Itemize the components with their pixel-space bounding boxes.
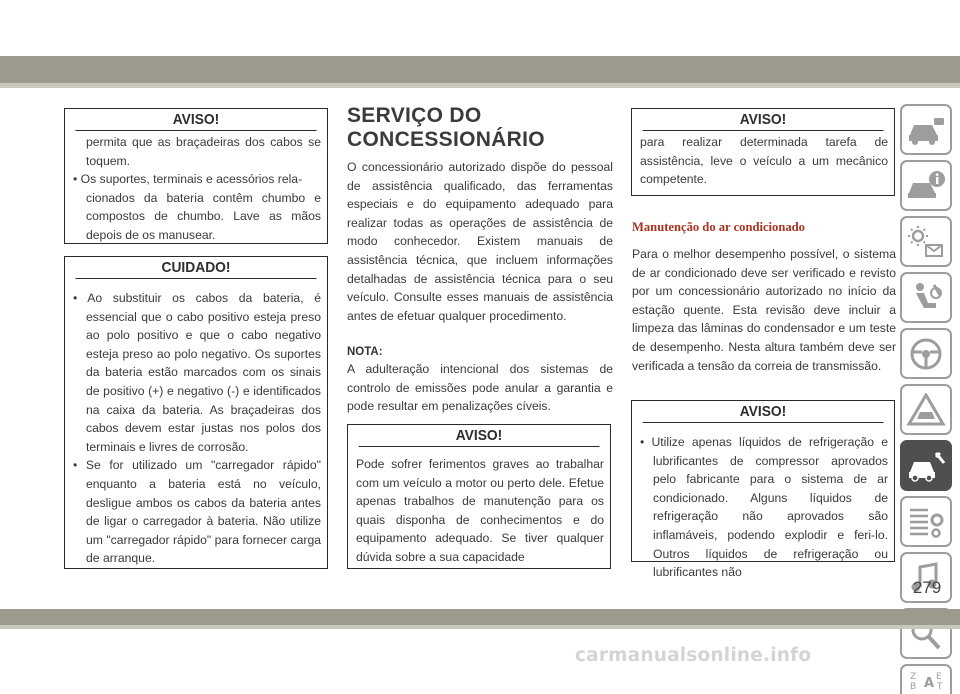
watermark: carmanualsonline.info <box>575 645 812 666</box>
heading-line-2: CONCESSIONÁRIO <box>347 128 545 151</box>
aviso-box-col1 <box>64 108 328 244</box>
aviso-title: AVISO! <box>642 401 883 423</box>
car-service-icon <box>906 449 946 483</box>
aviso-bullet: • Utilize apenas líquidos de refrigeração e lubrificantes de compressor aprovados pelo fabricante para o sistema de ar condicionado. Alguns líquidos de refrigeração não aprovados são inflamáveis, podendo explodir e feri-lo. Outros líquidos de refrigeração ou lubrificantes não <box>640 435 888 580</box>
aviso-title: AVISO! <box>358 425 599 447</box>
warning-lights-icon <box>906 225 946 259</box>
car-camera-icon <box>906 113 946 147</box>
dealer-paragraph: O concessionário autorizado dispõe do pessoal de assistência qualificado, das ferramentas especiais e do equipamento adequado para realizar todas as operações de assistência de modo conhecedor. Existem manuais de assistência técnica, que incluem informações detalhadas de assistência técnica para o seu veículo. Consulte esses manuais de assistência antes de efetuar qualquer procedimento. <box>347 160 613 323</box>
tab-warning-lights[interactable] <box>900 216 952 267</box>
steering-wheel-icon <box>906 337 946 371</box>
tab-car-info[interactable] <box>900 160 952 211</box>
aviso-box-col3-top <box>631 108 895 196</box>
aviso-text: para realizar determinada tarefa de assistência, leve o veículo a um mecânico competente. <box>640 135 888 187</box>
ac-paragraph: Para o melhor desempenho possível, o sistema de ar condicionado deve ser verificado e revisto por um concessionário autorizado no início da estação quente. Esta revisão deve incluir a limpeza das lâminas do condensador e um teste de desempenho. Nesta altura também deve ser verificada a tensão da correia de transmissão. <box>632 247 896 373</box>
ac-subheading: Manutenção do ar condicionado <box>632 220 805 234</box>
specifications-icon <box>906 505 946 539</box>
cuidado-title: CUIDADO! <box>75 257 316 279</box>
letter-a: A <box>924 676 935 691</box>
aviso-text: Pode sofrer ferimentos graves ao trabalhar com um veículo a motor ou perto dele. Efetue apenas trabalhos de manutenção para os quais disponha de conhecimentos e do equipamento adequado. Se tiver qualquer dúvida sobre a sua capacidade <box>356 457 604 564</box>
letter-t: T <box>937 682 943 691</box>
footer-band <box>0 609 960 625</box>
cuidado-box <box>64 256 328 569</box>
tab-roadside-warning[interactable] <box>900 384 952 435</box>
nota-label: NOTA: <box>347 346 383 358</box>
tab-car-camera[interactable] <box>900 104 952 155</box>
tab-language-index[interactable] <box>900 664 952 694</box>
aviso-text-3: cionados da bateria contêm chumbo e compostos de chumbo. Lave as mãos depois de os manusear. <box>86 190 321 242</box>
cuidado-bullet-1: • Ao substituir os cabos da bateria, é essencial que o cabo positivo esteja preso ao polo positivo e que o cabo negativo esteja preso ao polo negativo. Os suportes da bateria estão marcados com os sinais de positivo (+) e negativo (-) e identificados na caixa da bateria. As braçadeiras dos cabos devem estar justas nos polos dos terminais e livres de corrosão. <box>73 291 321 454</box>
aviso-text-2: • Os suportes, terminais e acessórios rela- <box>73 172 303 187</box>
tab-specifications[interactable] <box>900 496 952 547</box>
aviso-text-1: permita que as braçadeiras dos cabos se toquem. <box>86 135 321 168</box>
aviso-box-col2 <box>347 424 611 569</box>
car-info-icon <box>906 169 946 203</box>
page-number: 279 <box>912 578 942 597</box>
aviso-box-col3-bottom <box>631 400 895 580</box>
seat-airbag-icon <box>906 281 946 315</box>
heading-line-1: SERVIÇO DO <box>347 104 482 127</box>
letter-z: Z <box>910 672 917 682</box>
section-heading <box>347 104 607 152</box>
header-band-shadow <box>0 83 960 88</box>
tab-seat-airbag[interactable] <box>900 272 952 323</box>
letter-e: E <box>936 672 942 682</box>
cuidado-bullet-2: • Se for utilizado um "carregador rápido" enquanto a bateria está no veículo, desligue ambos os cabos da bateria antes de ligar o carregador à bateria. Não utilize um "carregador rápido" para fornecer carga de arranque. <box>73 458 321 566</box>
tab-car-service[interactable] <box>900 440 952 491</box>
tab-steering-wheel[interactable] <box>900 328 952 379</box>
footer-band-shadow <box>0 625 960 629</box>
roadside-warning-icon <box>906 393 946 427</box>
language-index-icon <box>906 669 946 691</box>
nota-text: A adulteração intencional dos sistemas de controlo de emissões pode anular a garantia e pode resultar em penalizações cíveis. <box>347 362 613 414</box>
aviso-title: AVISO! <box>642 109 883 131</box>
header-band <box>0 56 960 83</box>
letter-b: B <box>910 682 917 691</box>
aviso-title: AVISO! <box>75 109 316 131</box>
